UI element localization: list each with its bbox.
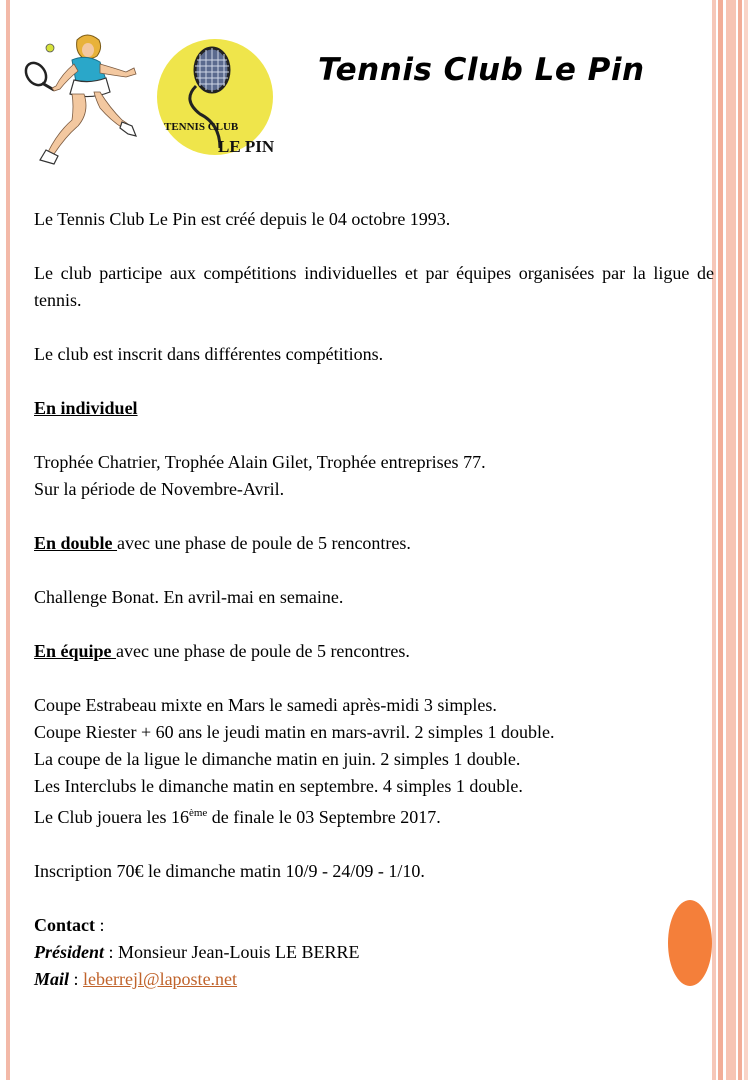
double-text: avec une phase de poule de 5 rencontres.	[117, 533, 411, 553]
logo-text-top: TENNIS CLUB	[164, 121, 239, 133]
founding-paragraph: Le Tennis Club Le Pin est créé depuis le 04 octobre 1993.	[34, 209, 451, 229]
team-line-3: La coupe de la ligue le dimanche matin en juin. 2 simples 1 double.	[34, 749, 521, 769]
participation-paragraph: Le club participe aux compétitions individuelles et par équipes organisées par la ligue de tennis.	[34, 263, 714, 310]
individual-heading: En individuel	[34, 398, 138, 418]
team-line-2: Coupe Riester + 60 ans le jeudi matin en mars-avril. 2 simples 1 double.	[34, 722, 555, 742]
final-prefix: Le Club jouera les 16	[34, 807, 189, 827]
left-page-border	[6, 0, 10, 1080]
president-label: Président	[34, 942, 104, 962]
team-heading: En équipe	[34, 641, 117, 661]
team-line	[34, 638, 714, 665]
decorative-orange-oval	[668, 900, 712, 986]
inscription-line: Inscription 70€ le dimanche matin 10/9 - 24/09 - 1/10.	[34, 861, 425, 881]
president-line	[34, 939, 714, 966]
final-superscript: ème	[188, 807, 208, 819]
tennis-player-illustration	[22, 30, 142, 176]
mail-link[interactable]: leberrejl@laposte.net	[83, 969, 238, 989]
double-heading: En double	[34, 533, 118, 553]
team-text: avec une phase de poule de 5 rencontres.	[116, 641, 410, 661]
double-line	[34, 530, 714, 557]
final-suffix: de finale le 03 Septembre 2017.	[207, 807, 441, 827]
document-body	[34, 206, 714, 993]
contact-label: Contact	[34, 915, 95, 935]
individual-line-2: Sur la période de Novembre-Avril.	[34, 479, 285, 499]
right-decorative-bars	[712, 0, 748, 1080]
mail-line	[34, 966, 714, 993]
contact-line	[34, 912, 714, 939]
final-line	[34, 800, 714, 831]
mail-separator: :	[69, 969, 84, 989]
individual-line-1: Trophée Chatrier, Trophée Alain Gilet, Trophée entreprises 77.	[34, 452, 486, 472]
team-line-1: Coupe Estrabeau mixte en Mars le samedi après-midi 3 simples.	[34, 695, 497, 715]
logo-text-bottom: LE PIN	[218, 137, 274, 156]
double-detail: Challenge Bonat. En avril-mai en semaine.	[34, 587, 344, 607]
mail-label: Mail	[34, 969, 70, 989]
president-value: : Monsieur Jean-Louis LE BERRE	[104, 942, 360, 962]
team-line-4: Les Interclubs le dimanche matin en septembre. 4 simples 1 double.	[34, 776, 523, 796]
competitions-paragraph: Le club est inscrit dans différentes compétitions.	[34, 344, 384, 364]
page-title: Tennis Club Le Pin	[318, 52, 645, 88]
contact-colon: :	[95, 915, 105, 935]
club-logo	[156, 38, 274, 156]
